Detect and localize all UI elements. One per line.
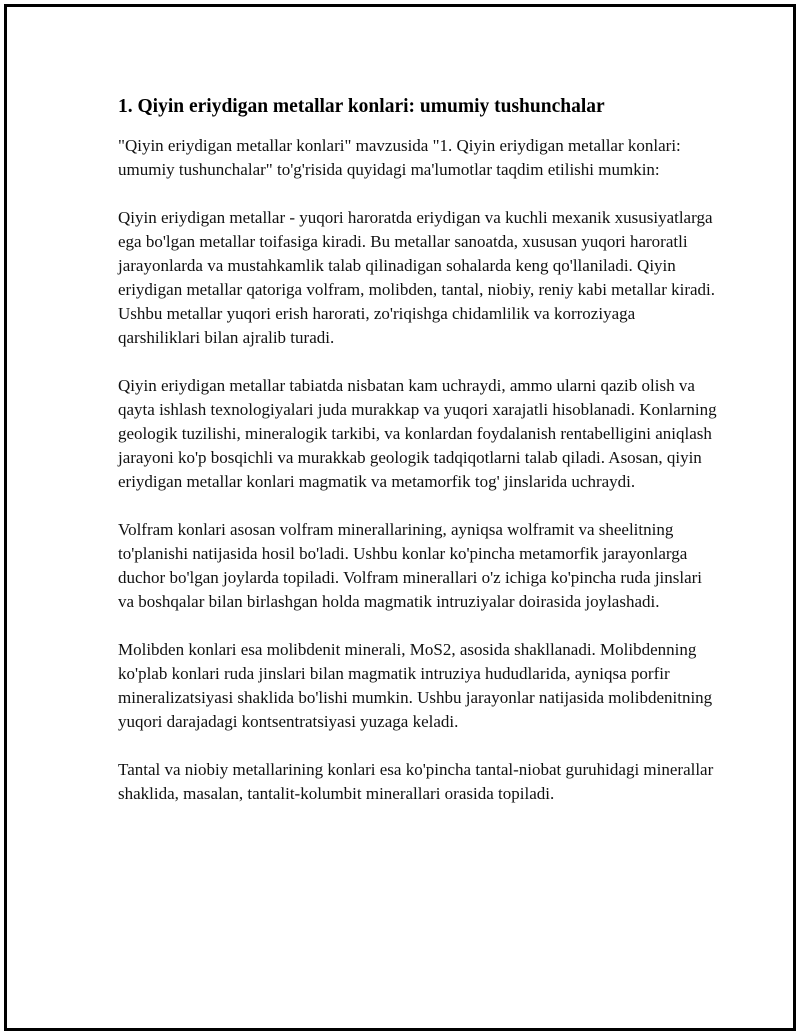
paragraph-molybdenum: Molibden konlari esa molibdenit minerali, MoS2, asosida shakllanadi. Molibdenning ko'plab konlari ruda jinslari bilan magmatik intruziya hududlarida, ayniqsa porfir mineralizatsiyasi shaklida bo'lishi mumkin. Ushbu jarayonlar natijasida molibdenitning yuqori darajadagi kontsentratsiyasi yuzaga keladi. — [118, 640, 713, 731]
document-title: 1. Qiyin eriydigan metallar konlari: umumiy tushunchalar — [118, 96, 605, 117]
paragraph-definition: Qiyin eriydigan metallar - yuqori haroratda eriydigan va kuchli mexanik xususiyatlarga ega bo'lgan metallar toifasiga kiradi. Bu metallar sanoatda, xususan yuqori haroratli jarayonlarda va mustahkamlik talab qilinadigan sohalarda keng qo'llaniladi. Qiyin eriydigan metallar qatoriga volfram, molibden, tantal, niobiy, reniy kabi metallar kiradi. Ushbu metallar yuqori erish harorati, zo'riqishga chidamlilik va korroziyaga qarshiliklari bilan ajralib turadi. — [118, 208, 716, 347]
paragraph-tungsten: Volfram konlari asosan volfram minerallarining, ayniqsa wolframit va sheelitning to'planishi natijasida hosil bo'ladi. Ushbu konlar ko'pincha metamorfik jarayonlarga duchor bo'lgan joylarda topiladi. Volfram minerallari o'z ichiga ko'pincha ruda jinslari va boshqalar bilan birlashgan holda magmatik intruziyalar doirasida joylashadi. — [118, 520, 703, 611]
paragraph-intro: "Qiyin eriydigan metallar konlari" mavzusida "1. Qiyin eriydigan metallar konlari: umumiy tushunchalar" to'g'risida quyidagi ma'lumotlar taqdim etilishi mumkin: — [118, 136, 681, 179]
paragraph-occurrence: Qiyin eriydigan metallar tabiatda nisbatan kam uchraydi, ammo ularni qazib olish va qayta ishlash texnologiyalari juda murakkap va yuqori xarajatli hisoblanadi. Konlarning geologik tuzilishi, mineralogik tarkibi, va konlardan foydalanish rentabelligini aniqlash jarayoni ko'p bosqichli va murakkab geologik tadqiqotlarni talab qiladi. Asosan, qiyin eriydigan metallar konlari magmatik va metamorfik tog' jinslarida uchraydi. — [118, 376, 717, 491]
paragraph-tantalum-niobium: Tantal va niobiy metallarining konlari esa ko'pincha tantal-niobat guruhidagi minerallar shaklida, masalan, tantalit-kolumbit minerallari orasida topiladi. — [118, 760, 714, 803]
document-body — [118, 94, 718, 830]
